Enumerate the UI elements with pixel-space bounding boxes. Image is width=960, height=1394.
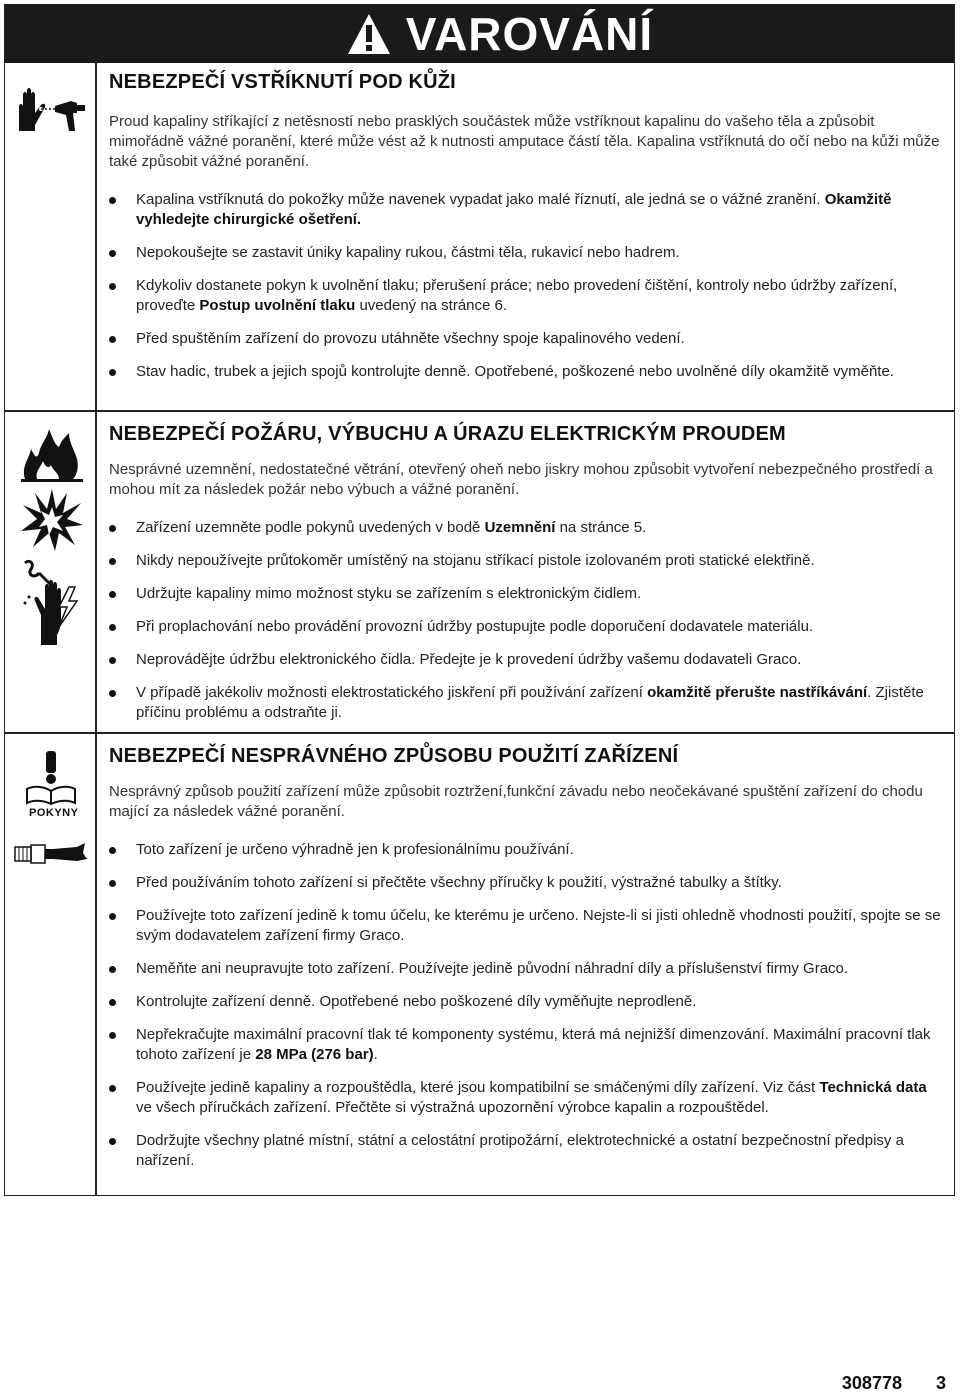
list-item: Stav hadic, trubek a jejich spojů kontrolujte denně. Opotřebené, poškozené nebo uvolněné díly okamžitě vyměňte.	[109, 362, 945, 382]
warning-title: VAROVÁNÍ	[405, 8, 654, 60]
section-divider-1	[5, 410, 954, 412]
manual-label: POKYNY	[29, 807, 79, 819]
section-fire-explosion-hazard	[109, 423, 945, 736]
list-item: Nepokoušejte se zastavit úniky kapaliny rukou, částmi těla, rukavicí nebo hadrem.	[109, 243, 945, 263]
warning-frame	[4, 4, 955, 1196]
section-title: NEBEZPEČÍ VSTŘÍKNUTÍ POD KŮŽI	[109, 71, 456, 93]
section-title: NEBEZPEČÍ POŽÁRU, VÝBUCHU A ÚRAZU ELEKTRICKÝM PROUDEM	[109, 423, 786, 445]
list-item: Před spuštěním zařízení do provozu utáhněte všechny spoje kapalinového vedení.	[109, 329, 945, 349]
fire-icon	[19, 423, 85, 483]
section-intro: Nesprávný způsob použití zařízení může způsobit roztržení,funkční závadu nebo neočekávané spuštění zařízení do chodu mající za následek vážné poranění.	[109, 783, 923, 820]
list-item: Používejte toto zařízení jedině k tomu účelu, ke kterému je určeno. Nejste-li si jisti ohledně vhodnosti použití, spojte se se svým dodavatelem zařízení firmy Graco.	[109, 906, 945, 946]
document-number: 308778	[841, 1373, 902, 1393]
list-item: Kdykoliv dostanete pokyn k uvolnění tlaku; přerušení práce; nebo provedení čištění, kontroly nebo údržby zařízení, proveďte Postup uvolnění tlaku uvedený na stránce 6.	[109, 276, 945, 316]
section-title: NEBEZPEČÍ NESPRÁVNÉHO ZPŮSOBU POUŽITÍ ZAŘÍZENÍ	[109, 745, 679, 767]
electric-shock-hand-icon	[19, 557, 85, 647]
icon-column-divider	[95, 63, 97, 1195]
bullet-list	[109, 518, 945, 723]
section-intro: Proud kapaliny stříkající z netěsností nebo prasklých součástek může vstříknout kapalinu do vašeho těla a způsobit mimořádně vážné poranění, které může vést až k nutnosti amputace částí těla. Kapalina vstříknutá do očí nebo na kůži může také způsobit vážné poranění.	[109, 113, 940, 170]
list-item: Dodržujte všechny platné místní, státní a celostátní protipožární, elektrotechnické a ostatní bezpečnostní předpisy a nařízení.	[109, 1131, 945, 1171]
list-item: Před používáním tohoto zařízení si přečtěte všechny příručky k použití, výstražné tabulky a štítky.	[109, 873, 945, 893]
bullet-list	[109, 840, 945, 1171]
list-item: V případě jakékoliv možnosti elektrostatického jiskření při používání zařízení okamžitě přerušte nastříkávání. Zjistěte příčinu problému a odstraňte ji.	[109, 683, 945, 723]
list-item: Toto zařízení je určeno výhradně jen k profesionálnímu používání.	[109, 840, 945, 860]
hand-spray-gun-icon	[11, 73, 91, 141]
warning-triangle-icon	[346, 12, 392, 56]
hose-fitting-icon	[13, 841, 89, 867]
list-item: Kontrolujte zařízení denně. Opotřebené nebo poškozené díly vyměňujte neprodleně.	[109, 992, 945, 1012]
section-misuse-hazard	[109, 745, 945, 1184]
list-item: Při proplachování nebo provádění provozní údržby postupujte podle doporučení dodavatele materiálu.	[109, 617, 945, 637]
page-number: 3	[935, 1373, 946, 1393]
page-footer	[808, 1373, 946, 1394]
list-item: Kapalina vstříknutá do pokožky může navenek vypadat jako malé říznutí, ale jedná se o vážné zranění. Okamžitě vyhledejte chirurgické ošetření.	[109, 190, 945, 230]
section-intro: Nesprávné uzemnění, nedostatečné větrání, otevřený oheň nebo jiskry mohou způsobit vytvoření nebezpečného prostředí a mohou mít za následek požár nebo výbuch a vážné poranění.	[109, 461, 933, 498]
list-item: Neměňte ani neupravujte toto zařízení. Používejte jedině původní náhradní díly a příslušenství firmy Graco.	[109, 959, 945, 979]
list-item: Udržujte kapaliny mimo možnost styku se zařízením s elektronickým čidlem.	[109, 584, 945, 604]
list-item: Používejte jedině kapaliny a rozpouštědla, které jsou kompatibilní se smáčenými díly zařízení. Viz část Technická data ve všech příručkách zařízení. Přečtěte si výstražná upozornění výrobce kapalin a rozpouštědel.	[109, 1078, 945, 1118]
read-manual-icon	[23, 749, 79, 805]
section-injection-hazard	[109, 71, 945, 395]
list-item: Nepřekračujte maximální pracovní tlak té komponenty systému, která má nejnižší dimenzování. Maximální pracovní tlak tohoto zařízení je 28 MPa (276 bar).	[109, 1025, 945, 1065]
explosion-icon	[19, 487, 85, 553]
list-item: Nikdy nepoužívejte průtokoměr umístěný na stojanu stříkací pistole izolovaném proti statické elektřině.	[109, 551, 945, 571]
warning-header	[5, 5, 954, 63]
list-item: Zařízení uzemněte podle pokynů uvedených v bodě Uzemnění na stránce 5.	[109, 518, 945, 538]
bullet-list	[109, 190, 945, 382]
list-item: Neprovádějte údržbu elektronického čidla. Předejte je k provedení údržby vašemu dodavateli Graco.	[109, 650, 945, 670]
